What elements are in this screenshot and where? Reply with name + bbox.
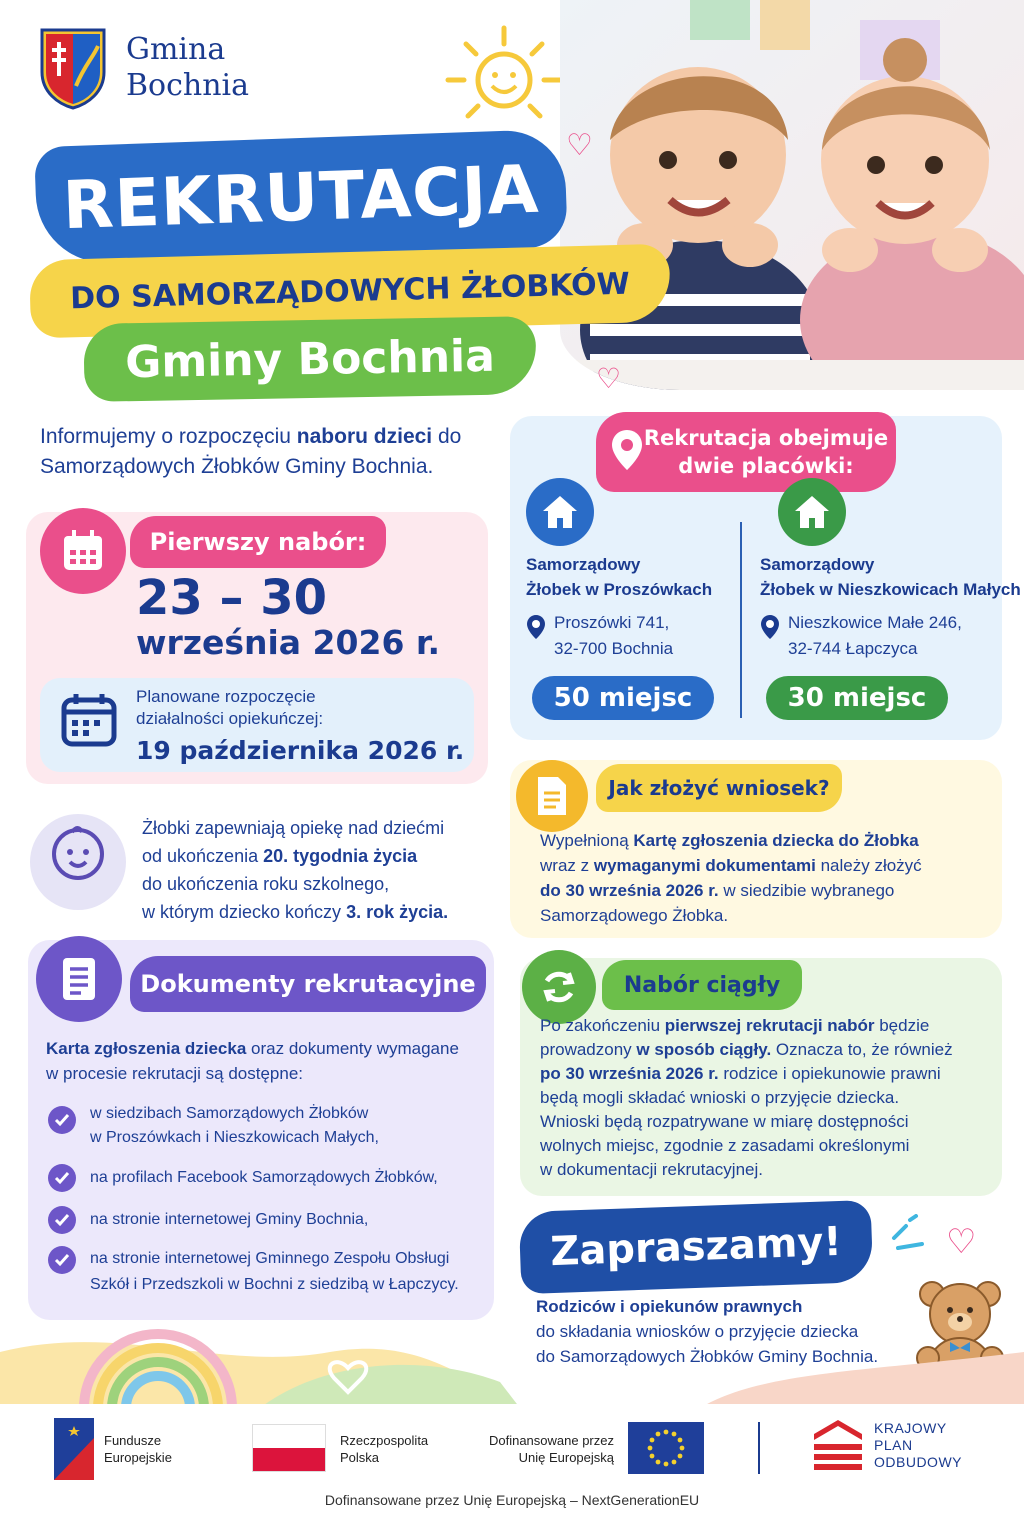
documents-item-3: na stronie internetowej Gminy Bochnia, — [90, 1211, 369, 1228]
how-to-l1a: Wypełnioną — [540, 831, 634, 850]
planned-start-text — [136, 686, 323, 730]
intro-part2: do Samorządowych Żłobków Gminy Bochnia. — [40, 425, 462, 478]
continuous-text — [540, 1014, 953, 1182]
age-line4a: w którym dziecko kończy — [142, 902, 347, 922]
first-round-label: Pierwszy nabór: — [130, 516, 386, 568]
age-info-text — [142, 814, 448, 926]
logo-line-2: Bochnia — [126, 68, 250, 103]
docs-intro-line2: w procesie rekrutacji są dostępne: — [46, 1064, 304, 1083]
facility-1-addr1: Proszówki 741, — [554, 613, 670, 632]
docs-intro-bold: Karta zgłoszenia dziecka — [46, 1039, 247, 1058]
age-line2a: od ukończenia — [142, 846, 264, 866]
docs-intro-rest: oraz dokumenty wymagane — [246, 1039, 459, 1058]
invite-l3: do Samorządowych Żłobków Gminy Bochnia. — [536, 1347, 879, 1366]
eu-line2: Unię Europejską — [518, 1450, 614, 1465]
age-line4b: 3. rok życia. — [346, 902, 449, 922]
cont-l1b: pierwszej rekrutacji nabór — [664, 1016, 875, 1035]
cont-l3b: rodzice i opiekunowie prawni — [718, 1064, 941, 1083]
how-to-l3a: do 30 września 2026 r. — [540, 881, 719, 900]
kpo-line1: KRAJOWY — [874, 1420, 947, 1436]
facility-2-name-line1: Samorządowy — [760, 555, 875, 574]
intro-bold: naboru dzieci — [296, 425, 433, 448]
logo-line-1: Gmina — [126, 32, 226, 67]
calendar-icon — [40, 508, 126, 594]
facility-2-places-badge: 30 miejsc — [766, 676, 948, 720]
invite-banner — [519, 1200, 874, 1294]
home-icon — [778, 478, 846, 546]
kpo-line3: ODBUDOWY — [874, 1454, 962, 1470]
invite-title: Zapraszamy! — [549, 1218, 843, 1276]
rp-line1: Rzeczpospolita — [340, 1433, 429, 1448]
facility-1-name-line1: Samorządowy — [526, 555, 641, 574]
planned-line1: Planowane rozpoczęcie — [136, 687, 316, 706]
kpo-logo-text — [874, 1420, 962, 1471]
calendar-outline-icon — [58, 690, 120, 752]
children-photo — [560, 0, 1024, 390]
title-main: REKRUTACJA — [61, 150, 541, 244]
cont-l5: Wnioski będą rozpatrywane w miarę dostępności — [540, 1112, 909, 1131]
refresh-icon — [522, 950, 596, 1024]
check-icon — [48, 1106, 76, 1134]
check-icon — [48, 1164, 76, 1192]
fe-line1: Fundusze — [104, 1433, 162, 1448]
sparkle-lines-icon — [888, 1214, 928, 1254]
doc-item-4-l1: na stronie internetowej Gminnego Zespołu Obsługi — [90, 1250, 450, 1267]
title-sub: DO SAMORZĄDOWYCH ŻŁOBKÓW — [69, 266, 631, 316]
heart-icon: ♡ — [946, 1223, 977, 1261]
intro-text — [40, 422, 510, 482]
map-pin-icon — [760, 614, 780, 640]
facility-2-address — [788, 610, 962, 662]
cont-l1a: Po zakończeniu — [540, 1016, 665, 1035]
documents-label: Dokumenty rekrutacyjne — [130, 956, 486, 1012]
doc-item-4-l2: Szkół i Przedszkoli w Bochni z siedzibą w Łapczycy. — [90, 1276, 459, 1293]
map-pin-icon — [610, 428, 644, 472]
facility-2-addr2: 32-744 Łapczyca — [788, 639, 918, 658]
documents-item-1 — [90, 1102, 379, 1150]
cont-l2b: w sposób ciągły. — [636, 1040, 772, 1059]
sun-doodle-icon — [444, 20, 564, 130]
how-to-text — [540, 828, 922, 928]
eu-flag-icon — [628, 1422, 704, 1474]
footer-divider — [758, 1422, 760, 1474]
intro-part1: Informujemy o rozpoczęciu — [40, 425, 297, 448]
how-to-l4: Samorządowego Żłobka. — [540, 906, 729, 925]
kpo-line2: PLAN — [874, 1437, 913, 1453]
age-line1: Żłobki zapewniają opiekę nad dziećmi — [142, 818, 445, 838]
facility-1-address — [554, 610, 673, 662]
title-place: Gminy Bochnia — [124, 330, 496, 388]
how-to-label: Jak złożyć wniosek? — [596, 764, 842, 812]
check-icon — [48, 1206, 76, 1234]
doc-item-1-l2: w Proszówkach i Nieszkowicach Małych, — [90, 1129, 379, 1146]
facility-2-name-line2: Żłobek w Nieszkowicach Małych — [760, 580, 1021, 599]
home-icon — [526, 478, 594, 546]
gmina-crest-logo — [38, 26, 108, 110]
how-to-l2c: należy złożyć — [815, 856, 922, 875]
age-line2b: 20. tygodnia życia — [263, 846, 418, 866]
title-place-banner — [83, 316, 536, 402]
cont-l3a: po 30 września 2026 r. — [540, 1064, 719, 1083]
facilities-label-line1: Rekrutacja obejmuje — [643, 426, 889, 450]
how-to-l2b: wymaganymi dokumentami — [593, 856, 816, 875]
polish-flag-icon — [252, 1424, 326, 1472]
planned-line2: działalności opiekuńczej: — [136, 709, 324, 728]
cont-l6: wolnych miejsc, zgodnie z zasadami określonymi — [540, 1136, 910, 1155]
first-round-dates: 23 – 30 — [136, 570, 328, 626]
fe-line2: Europejskie — [104, 1450, 172, 1465]
fe-logo-text — [104, 1432, 172, 1466]
rp-line2: Polska — [340, 1450, 380, 1465]
heart-icon: ♡ — [596, 363, 622, 394]
continuous-label: Nabór ciągły — [602, 960, 802, 1010]
document-icon — [516, 760, 588, 832]
cont-l4: będą mogli składać wnioski o przyjęcie dziecka. — [540, 1088, 900, 1107]
facility-2-addr1: Nieszkowice Małe 246, — [788, 613, 962, 632]
age-line3: do ukończenia roku szkolnego, — [142, 874, 390, 894]
decorative-hills — [0, 1312, 1024, 1408]
planned-date: 19 października 2026 r. — [136, 736, 465, 765]
check-icon — [48, 1246, 76, 1274]
facility-2-name — [760, 552, 1021, 602]
eu-logo-text — [484, 1432, 614, 1466]
documents-intro — [46, 1036, 459, 1086]
cont-l2a: prowadzony — [540, 1040, 637, 1059]
cont-l2c: Oznacza to, że również — [771, 1040, 953, 1059]
documents-item-4 — [90, 1246, 459, 1298]
fundusze-europejskie-logo — [54, 1418, 94, 1480]
facility-1-name-line2: Żłobek w Proszówkach — [526, 580, 713, 599]
gmina-logo-text — [126, 32, 249, 104]
map-pin-icon — [526, 614, 546, 640]
heart-icon: ♡ — [566, 129, 593, 162]
baby-face-icon — [48, 822, 108, 882]
facility-1-name — [526, 552, 712, 602]
kpo-logo — [814, 1420, 862, 1474]
how-to-l2a: wraz z — [540, 856, 594, 875]
footer-funding-note: Dofinansowane przez Unię Europejską – NextGenerationEU — [324, 1492, 700, 1508]
first-round-month: września 2026 r. — [136, 623, 440, 662]
invite-l1: Rodziców i opiekunów prawnych — [536, 1297, 803, 1316]
facility-1-places-badge: 50 miejsc — [532, 676, 714, 720]
cont-l7: w dokumentacji rekrutacyjnej. — [540, 1160, 763, 1179]
how-to-l3b: w siedzibie wybranego — [718, 881, 895, 900]
facilities-divider — [740, 522, 742, 718]
facility-1-addr2: 32-700 Bochnia — [554, 639, 674, 658]
invite-l2: do składania wniosków o przyjęcie dziecka — [536, 1322, 859, 1341]
cont-l1c: będzie — [874, 1016, 930, 1035]
facilities-label-line2: dwie placówki: — [678, 454, 854, 478]
doc-item-1-l1: w siedzibach Samorządowych Żłobków — [90, 1105, 369, 1122]
documents-item-2: na profilach Facebook Samorządowych Żłobków, — [90, 1169, 438, 1186]
footer — [0, 1404, 1024, 1536]
how-to-l1b: Kartę zgłoszenia dziecka do Żłobka — [633, 831, 919, 850]
title-rekrutacja-banner — [34, 129, 568, 265]
eu-line1: Dofinansowane przez — [488, 1433, 614, 1448]
document-list-icon — [36, 936, 122, 1022]
rp-logo-text — [340, 1432, 428, 1466]
